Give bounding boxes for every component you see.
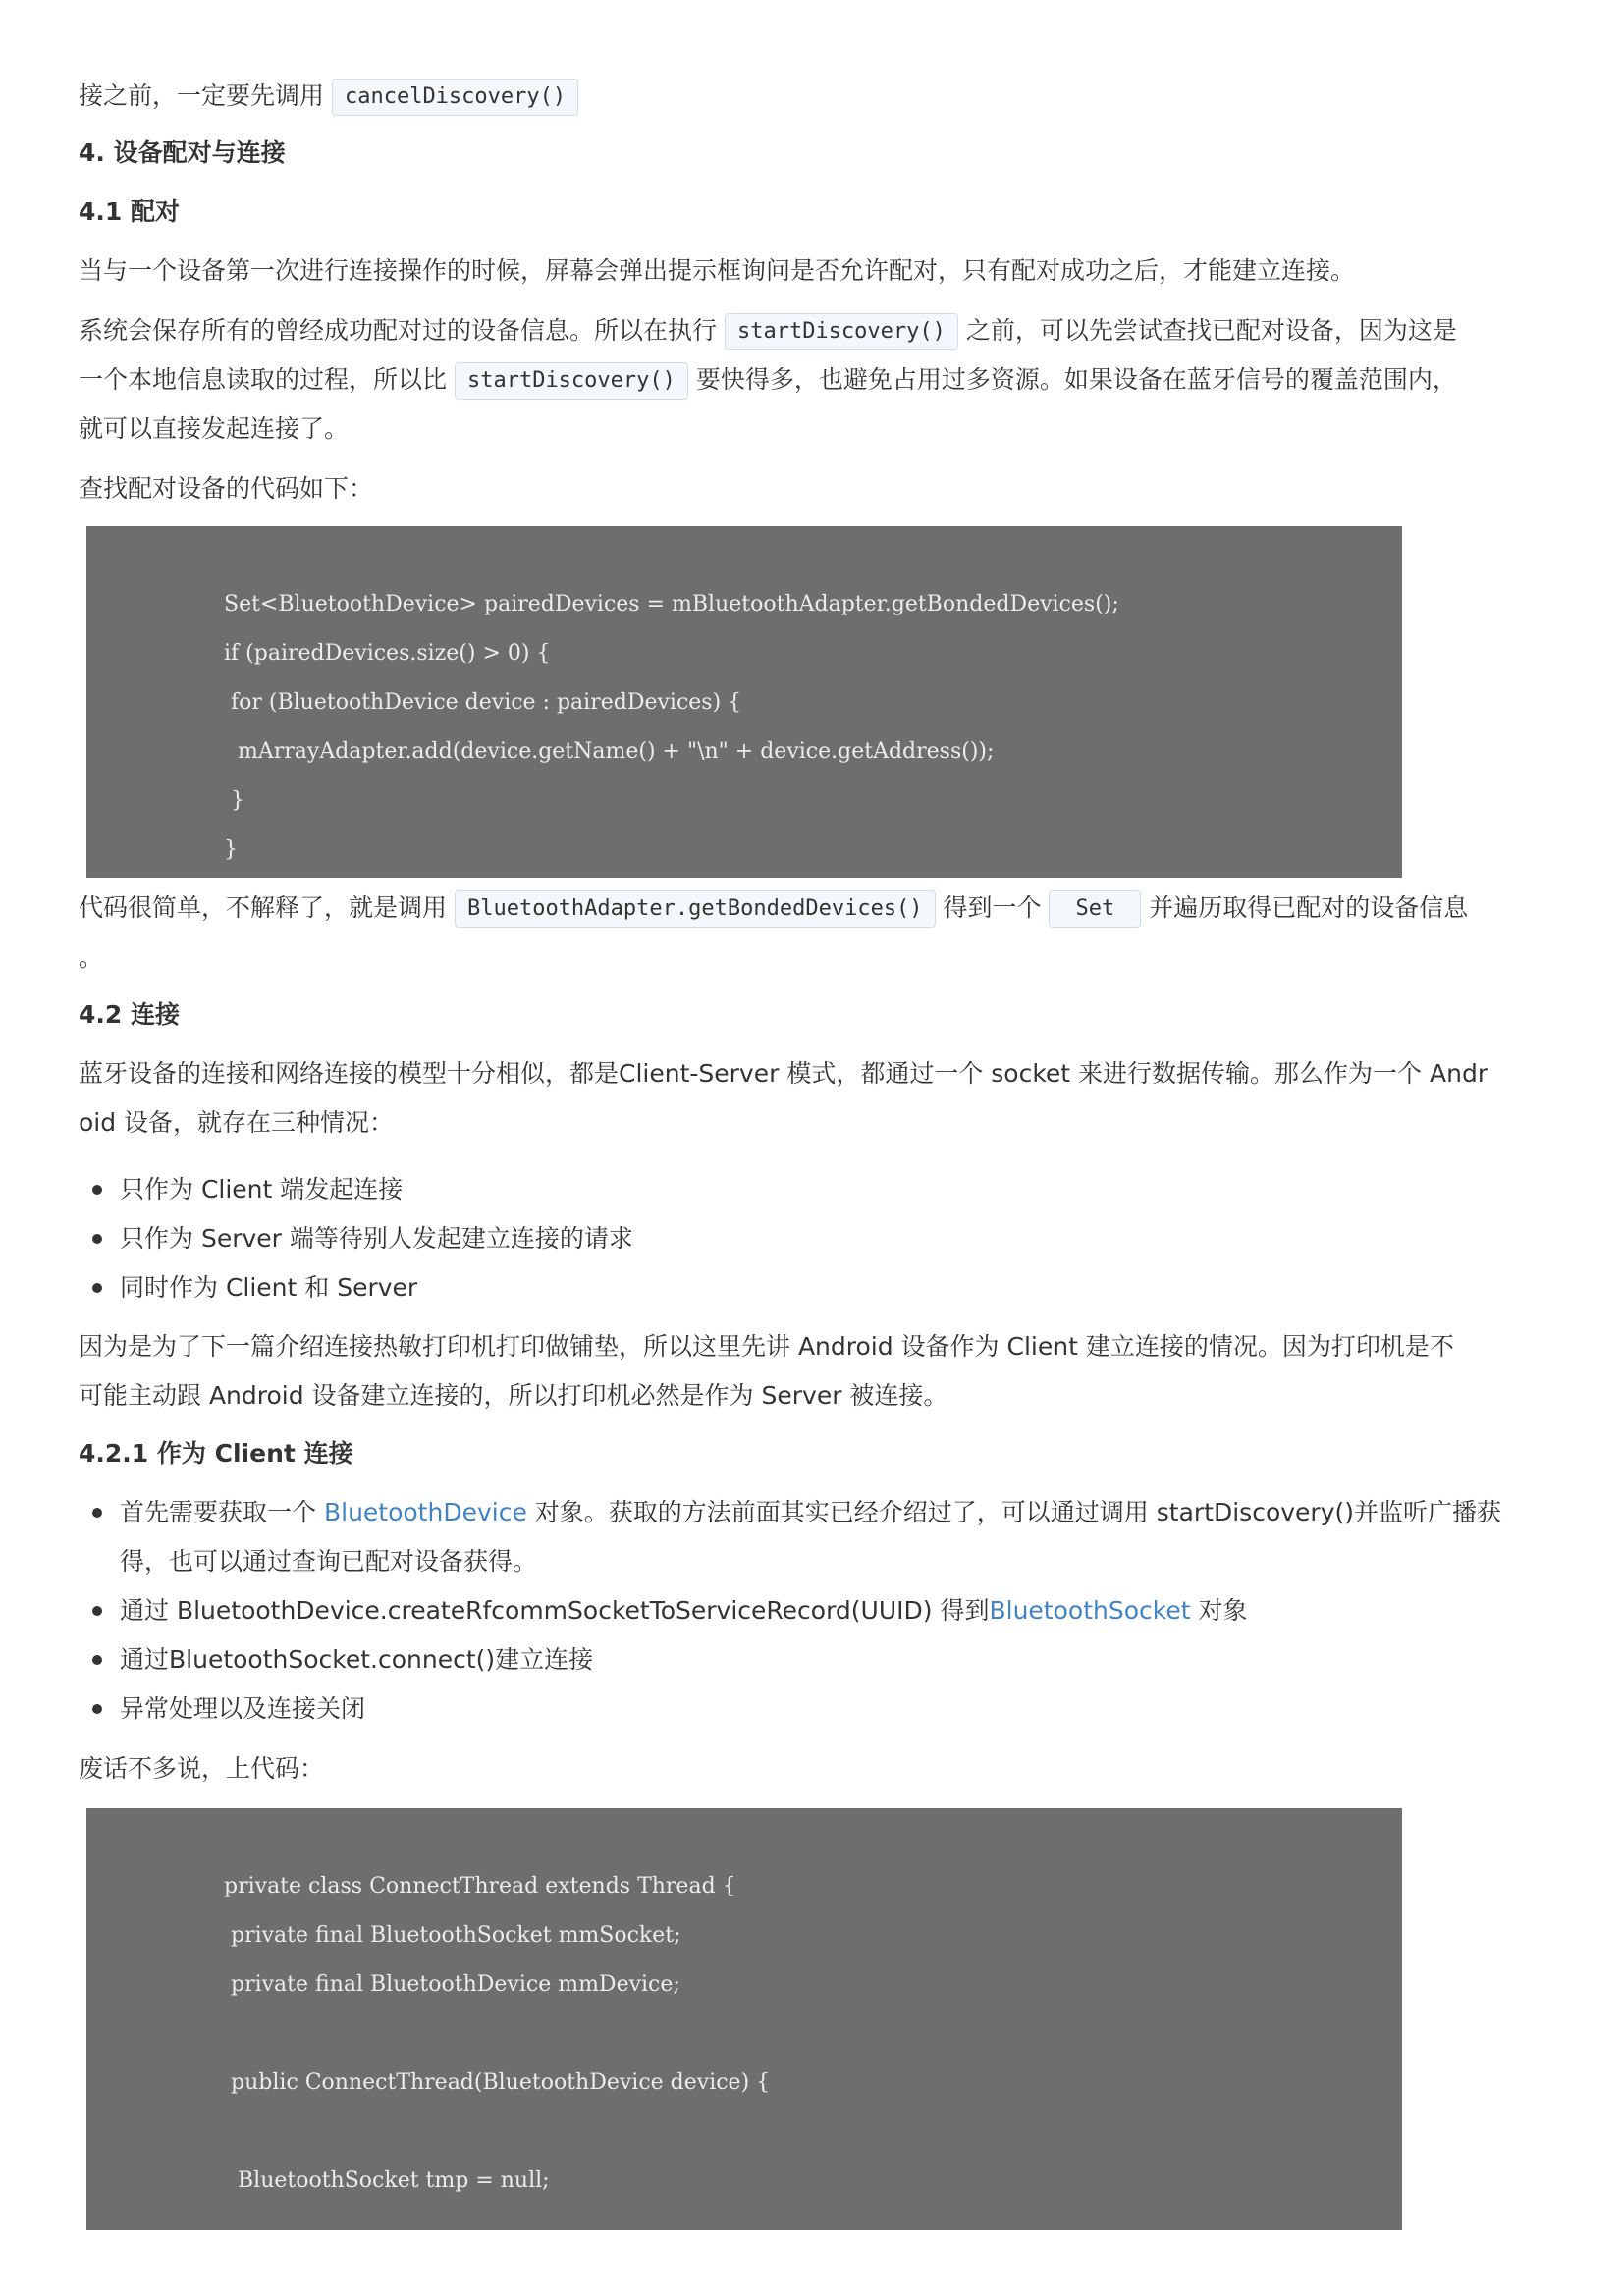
heading-text: Client xyxy=(214,1439,296,1468)
bullet-icon xyxy=(92,1234,102,1244)
paragraph-connection-line-1: 蓝牙设备的连接和网络连接的模型十分相似，都是Client-Server 模式，都通过一个 socket 来进行数据传输。那么作为一个 Andr xyxy=(79,1059,1488,1088)
paragraph-saved-line-2 xyxy=(79,355,1457,404)
bullet-icon xyxy=(92,1704,102,1714)
text-segment: 要快得多，也避免占用过多资源。如果设备在蓝牙信号的覆盖范围内， xyxy=(695,365,1457,394)
paragraph-intro xyxy=(79,72,578,121)
heading-4-2: 4.2 连接 xyxy=(79,1000,180,1029)
text-segment: 得到一个 xyxy=(943,893,1042,922)
text-segment: 通过 BluetoothDevice.createRfcommSocketToServiceRecord(UUID) 得到 xyxy=(120,1596,990,1625)
paragraph-because-line-1: 因为是为了下一篇介绍连接热敏打印机打印做铺垫，所以这里先讲 Android 设备作为 Client 建立连接的情况。因为打印机是不 xyxy=(79,1332,1454,1361)
bullet-icon xyxy=(92,1283,102,1293)
code-line: } xyxy=(224,788,244,813)
text-segment: 一个本地信息读取的过程，所以比 xyxy=(79,365,448,394)
text-segment: 之前，可以先尝试查找已配对设备，因为这是 xyxy=(965,316,1457,345)
text-segment: 并遍历取得已配对的设备信息 xyxy=(1149,893,1469,922)
code-line: public ConnectThread(BluetoothDevice device) { xyxy=(224,2070,771,2095)
heading-text: 作为 xyxy=(156,1439,206,1468)
paragraph-saved-line-1 xyxy=(79,306,1457,355)
paragraph-show-code: 废话不多说，上代码： xyxy=(79,1754,325,1783)
paragraph-pairing: 当与一个设备第一次进行连接操作的时候，屏幕会弹出提示框询问是否允许配对，只有配对成功之后，才能建立连接。 xyxy=(79,256,1356,285)
paragraph-saved-line-3: 就可以直接发起连接了。 xyxy=(79,414,350,443)
text-segment: 首先需要获取一个 xyxy=(120,1498,317,1526)
heading-number: 4.2.1 xyxy=(79,1439,149,1468)
heading-text: 连接 xyxy=(303,1439,353,1468)
inline-code-canceldiscovery: cancelDiscovery() xyxy=(332,79,578,116)
list-item: 只作为 Client 端发起连接 xyxy=(120,1175,404,1203)
code-line: for (BluetoothDevice device : pairedDevices) { xyxy=(224,690,742,715)
bullet-icon xyxy=(92,1185,102,1195)
inline-code-set: Set xyxy=(1049,890,1141,928)
paragraph-find-code: 查找配对设备的代码如下： xyxy=(79,474,374,503)
paragraph-explain-end: 。 xyxy=(79,943,104,972)
list-item: 只作为 Server 端等待别人发起建立连接的请求 xyxy=(120,1224,633,1253)
list-item: 通过BluetoothSocket.connect()建立连接 xyxy=(120,1645,594,1674)
text-segment: 对象。获取的方法前面其实已经介绍过了，可以通过调用 startDiscovery()并监听广播获 xyxy=(534,1498,1501,1526)
code-line: mArrayAdapter.add(device.getName() + "\n" + device.getAddress()); xyxy=(224,739,995,764)
paragraph-explain xyxy=(79,883,1468,933)
text-segment: 对象 xyxy=(1198,1596,1248,1625)
bullet-icon xyxy=(92,1655,102,1665)
code-block-connect-thread xyxy=(86,1808,1402,2230)
list-item xyxy=(120,1488,1501,1537)
link-bluetoothsocket[interactable]: BluetoothSocket xyxy=(989,1596,1191,1625)
bullet-icon xyxy=(92,1508,102,1518)
list-item xyxy=(120,1586,1248,1635)
text-segment: 系统会保存所有的曾经成功配对过的设备信息。所以在执行 xyxy=(79,316,718,345)
inline-code-getbondeddevices: BluetoothAdapter.getBondedDevices() xyxy=(455,890,936,928)
code-line: if (pairedDevices.size() > 0) { xyxy=(224,641,551,666)
code-line: BluetoothSocket tmp = null; xyxy=(224,2168,550,2193)
heading-section-4: 4. 设备配对与连接 xyxy=(79,138,286,167)
list-item: 异常处理以及连接关闭 xyxy=(120,1694,366,1723)
code-line: private class ConnectThread extends Thread { xyxy=(224,1874,736,1898)
text-segment: 代码很简单，不解释了，就是调用 xyxy=(79,893,448,922)
heading-4-1: 4.1 配对 xyxy=(79,197,180,226)
inline-code-startdiscovery-2: startDiscovery() xyxy=(455,362,688,400)
paragraph-connection-line-2: oid 设备，就存在三种情况： xyxy=(79,1108,395,1137)
paragraph-because-line-2: 可能主动跟 Android 设备建立连接的，所以打印机必然是作为 Server 被连接。 xyxy=(79,1381,948,1410)
code-line: Set<BluetoothDevice> pairedDevices = mBluetoothAdapter.getBondedDevices(); xyxy=(224,592,1119,616)
code-line: } xyxy=(224,837,238,862)
intro-text: 接之前，一定要先调用 xyxy=(79,81,325,110)
list-item-continuation: 得，也可以通过查询已配对设备获得。 xyxy=(120,1547,538,1575)
bullet-icon xyxy=(92,1606,102,1616)
link-bluetoothdevice[interactable]: BluetoothDevice xyxy=(323,1498,527,1526)
code-line: private final BluetoothDevice mmDevice; xyxy=(224,1972,680,1997)
inline-code-startdiscovery: startDiscovery() xyxy=(725,313,958,350)
list-item: 同时作为 Client 和 Server xyxy=(120,1273,418,1302)
heading-4-2-1 xyxy=(79,1429,353,1478)
code-line: private final BluetoothSocket mmSocket; xyxy=(224,1923,681,1948)
code-block-paired-devices xyxy=(86,526,1402,878)
